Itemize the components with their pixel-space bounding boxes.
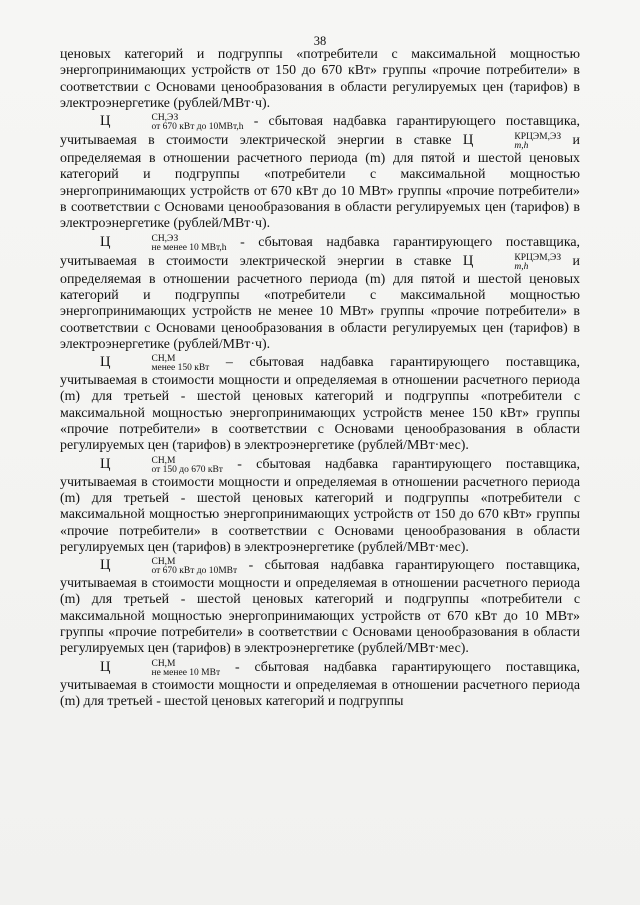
- definition-energy-670kw-10mw: [60, 113, 580, 232]
- tariff-symbol: Ц СН,ЭЗ от 670 кВт до 10МВт,h: [100, 113, 244, 133]
- tariff-symbol: Ц СН,М менее 150 кВт: [100, 354, 210, 374]
- definition-capacity-under-150kw: [60, 354, 580, 454]
- tariff-symbol: Ц СН,М от 150 до 670 кВт: [100, 455, 223, 475]
- definition-capacity-670kw-10mw: [60, 557, 580, 657]
- definition-text: - сбытовая надбавка гарантирующего поставщика, учитываемая в стоимости мощности и определяемая в отношении расчетного периода (m) для третьей - шестой ценовых категорий и подгруппы «потребители с максимальной мощностью энергопринимающих устройств от 150 до 670 кВт» группы «прочие потребители» в соответствии с Основами ценообразования в области регулируемых цен (тарифов) в электроэнергетике (рублей/МВт·мес).: [60, 456, 580, 555]
- definition-text: - сбытовая надбавка гарантирующего поставщика, учитываемая в стоимости мощности и определяемая в отношении расчетного периода (m) для третьей - шестой ценовых категорий и подгруппы «потребители с максимальной мощностью энергопринимающих устройств от 670 кВт до 10 МВт» группы «прочие потребители» в соответствии с Основами ценообразования в области регулируемых цен (тарифов) в электроэнергетике (рублей/МВт·мес).: [60, 558, 580, 657]
- definition-text: - сбытовая надбавка гарантирующего поставщика, учитываемая в стоимости электрической энергии в ставке: [60, 234, 580, 269]
- page-number: 38: [313, 34, 327, 48]
- definition-capacity-150-670kw: [60, 456, 580, 556]
- definition-text: - сбытовая надбавка гарантирующего поставщика, учитываемая в стоимости электрической энергии в ставке: [60, 114, 580, 149]
- definition-capacity-10mw-plus: [60, 659, 580, 711]
- reference-rate-symbol: Ц КРЦЭМ,ЭЗ m,h: [462, 252, 562, 272]
- tariff-symbol: Ц СН,ЭЗ не менее 10 МВт,h: [100, 233, 227, 253]
- definition-text: и определяемая в отношении расчетного периода (m) для пятой и шестой ценовых категорий и подгруппы «потребители с максимальной мощностью энергопринимающих устройств от 670 кВт до 10 МВт» группы «прочие потребители» в соответствии с Основами ценообразования в области регулируемых цен (тарифов) в электроэнергетике (рублей/МВт·ч).: [60, 133, 580, 232]
- document-body: [60, 47, 580, 711]
- definition-text: и определяемая в отношении расчетного периода (m) для пятой и шестой ценовых категорий и подгруппы «потребители с максимальной мощностью энергопринимающих устройств не менее 10 МВт» группы «прочие потребители» в соответствии с Основами ценообразования в области регулируемых цен (тарифов) в электроэнергетике (рублей/МВт·ч).: [60, 253, 580, 352]
- definition-text: – сбытовая надбавка гарантирующего поставщика, учитываемая в стоимости мощности и определяемая в отношении расчетного периода (m) для третьей - шестой ценовых категорий и подгруппы «потребители с максимальной мощностью энергопринимающих устройств менее 150 кВт» группы «прочие потребители» в соответствии с Основами ценообразования в области регулируемых цен (тарифов) в электроэнергетике (рублей/МВт·мес).: [60, 355, 580, 454]
- definition-text: - сбытовая надбавка гарантирующего поставщика, учитываемая в стоимости мощности и определяемая в отношении расчетного периода (m) для третьей - шестой ценовых категорий и подгруппы: [60, 659, 580, 709]
- reference-rate-symbol: Ц КРЦЭМ,ЭЗ m,h: [462, 132, 562, 152]
- tariff-symbol: Ц СН,М не менее 10 МВт: [100, 658, 221, 678]
- intro-paragraph: ценовых категорий и подгруппы «потребители с максимальной мощностью энергопринимающих устройств от 150 до 670 кВт» группы «прочие потребители» в соответствии с Основами ценообразования в области регулируемых цен (тарифов) в электроэнергетике (рублей/МВт·ч).: [60, 47, 580, 111]
- definition-energy-10mw-plus: [60, 234, 580, 353]
- tariff-symbol: Ц СН,М от 670 кВт до 10МВт: [100, 557, 238, 577]
